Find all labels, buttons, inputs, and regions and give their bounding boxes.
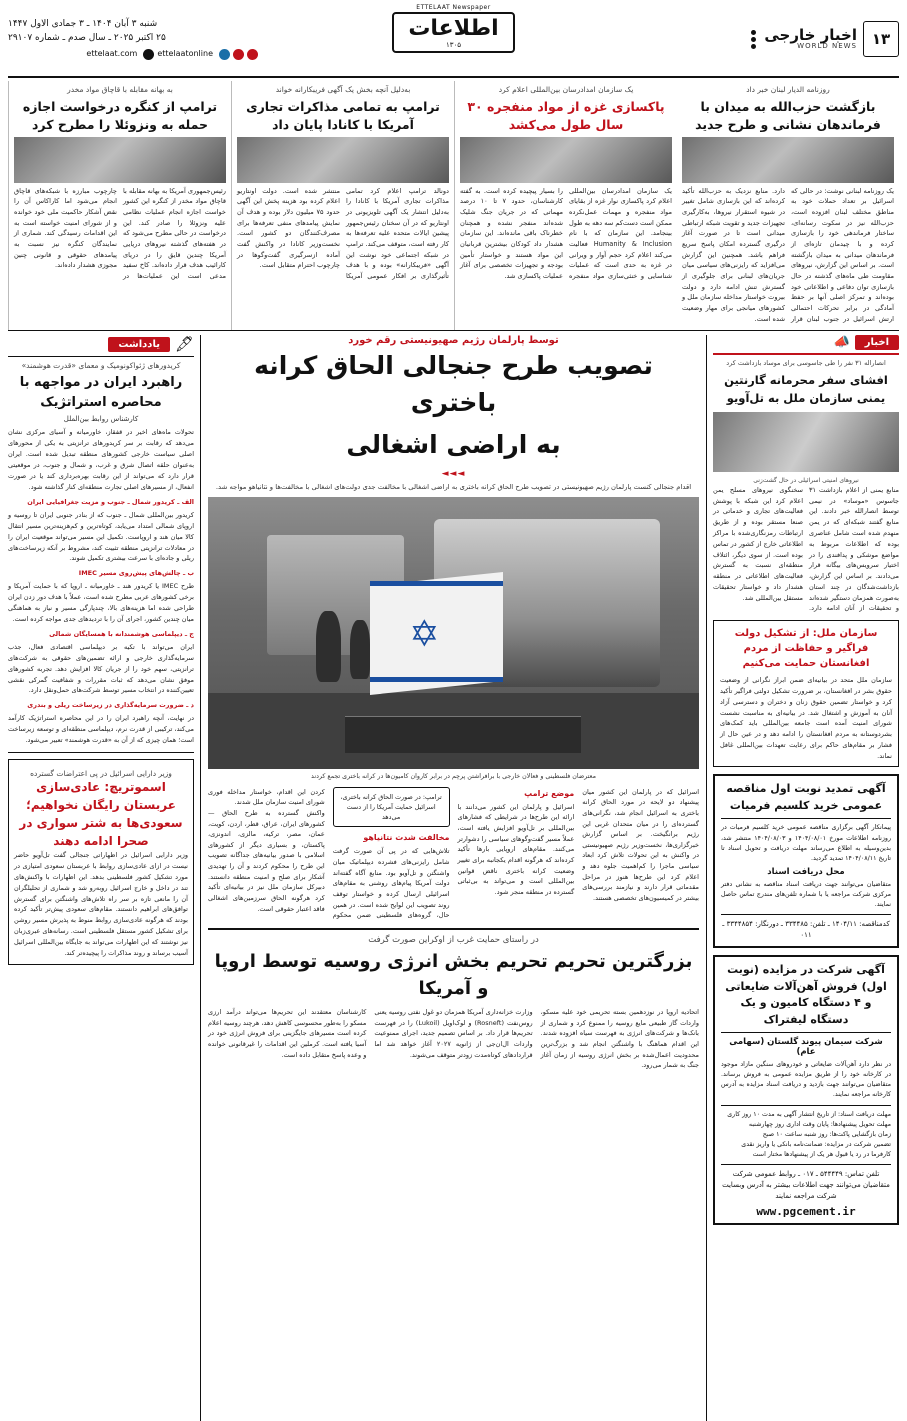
section-title-en: WORLD NEWS xyxy=(797,42,857,51)
main-lead: اقدام جنجالی کنست پارلمان رژیم صهیونیستی در تصویب طرح الحاق کرانه باختری به اراضی اشغالی با مخالفت جدی دولت‌های اشغالی با مخالفت‌ها و نتانیاهو مواجه شد. xyxy=(215,483,692,492)
ad-subheading: محل دریافت اسناد xyxy=(767,866,845,877)
headline[interactable]: پاکسازی غزه از مواد منفجره ۳۰ سال طول می‌کشد xyxy=(467,98,665,132)
news-photo xyxy=(460,137,672,183)
main-photo: ✡ xyxy=(208,497,699,769)
sidebar-headline[interactable]: افشای سفر محرمانه گارنتین یمنی سازمان ملل به تل‌آویو xyxy=(724,373,888,406)
body-text: دونالد ترامپ اعلام کرد تمامی مذاکرات تجاری آمریکا با کانادا را به‌دلیل انتشار یک آگهی تلویزیونی در اونتاریو که در آن سخنان رئیس‌جمهور پیشین ایالات متحده علیه تعرفه‌ها به کار رفته است، متوقف می‌کند. ترامپ در شبکه اجتماعی خود نوشت این آگهی «فریبکارانه» بوده و با هدف تأثیرگذاری بر افکار عمومی آمریکا منتشر شده است. دولت اونتاریو اعلام کرده بود هزینه پخش این آگهی حدود ۷۵ میلیون دلار بوده و هدف آن نمایش پیامدهای منفی تعرفه‌ها برای مصرف‌کنندگان دو کشور است. نخست‌وزیر کانادا در واکنش گفت آماده ازسرگیری گفت‌وگوها در چارچوب احترام متقابل است. xyxy=(237,186,449,281)
sub-story-body: وزیر دارایی اسرائیل در اظهاراتی جنجالی گفت تل‌آویو حاضر نیست در ازای عادی‌سازی روابط با عربستان سعودی امتیازی در مورد تشکیل کشور فلسطینی بدهد. این اظهارات با واکنش‌های تند در داخل و خارج اسرائیل روبه‌رو شد و شماری از تحلیلگران آن را مانعی تازه بر سر راه تلاش‌های واشنگتن برای گسترش توافق‌های ابراهیم دانستند. مقام‌های سعودی پیش‌تر تأکید کرده بودند که هرگونه عادی‌سازی روابط منوط به پذیرش مسیر روشن برای تشکیل کشور مستقل فلسطینی است. رسانه‌های عبری‌زبان نیز نوشتند که این اظهارات می‌تواند به جایگاه بین‌المللی اسرائیل آسیب برساند و روند مذاکرات را پیچیده‌تر کند. xyxy=(14,850,188,958)
main-body-columns xyxy=(208,787,699,921)
social-handle-2[interactable]: ettelaat.com xyxy=(86,49,138,58)
top-news-item[interactable] xyxy=(8,81,231,330)
ad-row: زمان بازگشایی پاکت‌ها: روز شنبه ساعت ۱۰ صبح xyxy=(762,1130,891,1138)
news-photo xyxy=(682,137,894,183)
sidebar-body: منابع یمنی از اعلام بازداشت ۳۱ جاسوس «موساد» در نیمی توسط انصارالله خبر دادند. این منابع گفتند شبکه‌ای که در یمن منهدم شده است شامل عناصری بوده که اطلاعات مربوط به مواضع موشکی و پدافندی را در اختیار سرویس‌های بیگانه قرار می‌دادند. بر اساس این گزارش، بازداشت‌شدگان در چند استان به‌صورت همزمان دستگیر شده‌اند و تحقیقات از آنان ادامه دارد. سخنگوی نیروهای مسلح یمن اعلام کرد این شبکه با پوشش فعالیت‌های تجاری و خدماتی در صنعا مستقر بوده و از طریق ارتباطات رمزنگاری‌شده با مراکز اطلاعاتی خارج از کشور در تماس بوده است. از سوی دیگر، ائتلاف منطقه‌ای نسبت به گسترش فعالیت‌های اطلاعاتی در منطقه هشدار داد و خواستار تحقیقات مستقل بین‌المللی شد. xyxy=(713,485,899,613)
top-news-item[interactable] xyxy=(231,81,454,330)
second-paragraph: وزارت خزانه‌داری آمریکا همزمان دو غول نفتی روسیه یعنی روس‌نفت (Rosneft) و لوک‌اویل (Lukoil) را در فهرست تحریم‌ها قرار داد. بر اساس تصمیم جدید، اجرای ممنوعیت واردات ال‌ان‌جی از ژانویه ۲۰۲۷ آغاز خواهد شد اما قراردادهای کوتاه‌مدت زودتر متوقف می‌شوند. xyxy=(374,1008,533,1059)
main-paragraph: واکنش گسترده به طرح الحاق — کشورهای ایران، عراق، قطر، اردن، کویت، عمان، مصر، ترکیه، مالزی، اندونزی، پاکستان، و بسیاری دیگر از کشورهای اسلامی با صدور بیانیه‌های جداگانه تصویب این طرح را محکوم کردند و آن را تهدیدی آشکار برای صلح و امنیت منطقه دانستند. دبیرکل سازمان ملل نیز در بیانیه‌ای تأکید کرد هرگونه الحاق سرزمین‌های اشغالی فاقد اعتبار حقوقی است. xyxy=(208,808,325,913)
opinion-body xyxy=(8,427,194,745)
opinion-kicker: کریدورهای ژئواکونومیک و معمای «قدرت هوشمند» xyxy=(21,361,181,371)
opinion-column xyxy=(8,335,201,1421)
ticker-text: انصاراله ۳۱ نفر را طی جاسوسی برای موساد بازداشت کرد xyxy=(726,359,886,368)
main-photo-caption: معترضان فلسطینی و فعالان خارجی با برافراشتن پرچم در برابر کاروان کامیون‌ها در کرانه باختری تجمع کردند xyxy=(311,773,596,781)
opinion-header xyxy=(8,335,194,357)
top-news-item[interactable] xyxy=(454,81,677,330)
classified-ad-auction[interactable] xyxy=(713,955,899,1225)
main-paragraph: اسرائیل که در پارلمان این کشور میان پیشنهاد دو لایحه در مورد الحاق کرانه باختری به اسرائیل انجام شد، نگرانی‌های گسترده‌ای را در میان متحدان غربی این رژیم برانگیخت. بر اساس گزارش خبرگزاری‌ها، نخست‌وزیر رژیم صهیونیستی در واکنش به این تحولات تلاش کرد ابعاد سیاسی ماجرا را کم‌اهمیت جلوه دهد و اعلام کرد این طرح‌ها هنوز در مراحل مقدماتی قرار دارند و نیازمند بررسی‌های بیشتر در کمیسیون‌های تخصصی هستند. xyxy=(582,787,699,903)
ad-web-note: متقاضیان می‌توانند جهت اطلاعات بیشتر به آدرس وبسایت شرکت مراجعه نمایند xyxy=(722,1181,890,1201)
ad-row: مهلت تحویل پیشنهادها: پایان وقت اداری روز چهارشنبه xyxy=(748,1120,891,1128)
opinion-badge[interactable]: یادداشت xyxy=(108,337,170,352)
un-statement-box[interactable] xyxy=(713,620,899,767)
top-news-item[interactable] xyxy=(677,81,899,330)
date-hijri-line: شنبه ۳ آبان ۱۴۰۴ ـ ۳ جمادی الاول ۱۴۴۷ xyxy=(8,19,158,29)
globe-icon[interactable] xyxy=(143,49,154,60)
kicker: به بهانه مقابله با قاچاق مواد مخدر xyxy=(67,85,173,94)
main-headline-line1[interactable]: تصویب طرح جنجالی الحاق کرانه باختری xyxy=(254,351,653,417)
main-headline-line2[interactable]: به اراضی اشغالی xyxy=(346,429,561,459)
pull-quote-box: ترامپ: در صورت الحاق کرانه باختری، اسرائیل حمایت آمریکا را از دست می‌دهد xyxy=(333,787,450,828)
ad-company-name: شرکت سیمان پیوند گلستان (سهامی عام) xyxy=(729,1037,883,1058)
box-body: سازمان ملل متحد در بیانیه‌ای ضمن ابراز نگرانی از وضعیت حقوق بشر در افغانستان، بر ضرورت تشکیل دولتی فراگیر تأکید کرد و خواستار تضمین حقوق زنان و دختران و دسترسی آزاد آنان به آموزش و اشتغال شد. در بیانیه‌ای به مناسبت نشست شورای امنیت آمده است جامعه بین‌المللی باید کمک‌های بشردوستانه به مردم افغانستان را ادامه دهد و در عین حال از فشار بر مقام‌های حاکم برای رعایت تعهدات بین‌المللی غافل نماند. xyxy=(720,676,892,760)
main-kicker: توسط پارلمان رژیم صهیونیستی رقم خورد xyxy=(348,335,559,347)
ad-footer: کدمناقصه: ۱۴۰۴/۱۱ ـ تلفن: ۳۳۴۴۸۵ ـ دورنگار: ۳۳۴۴۸۵۴ ـ ۰۱۱ xyxy=(722,919,890,940)
opinion-paragraph: کریدور بین‌المللی شمال ـ جنوب که از بنادر جنوبی ایران تا روسیه و اروپای شمالی امتداد می‌یابد، کوتاه‌ترین و کم‌هزینه‌ترین مسیر انتقال کالا میان هند و اروپاست. تکمیل این مسیر می‌تواند موقعیت ایران را در معادلات ترانزیتی منطقه تثبیت کند، مشروط بر آنکه زیرساخت‌های ریلی و جاده‌ای با سرعت بیشتری تکمیل شوند. xyxy=(8,510,194,563)
sidebar-header xyxy=(713,335,899,355)
kicker: به‌دلیل آنچه بخش یک آگهی فریبکارانه خواند xyxy=(275,85,411,94)
headline[interactable]: بازگشت حزب‌الله به میدان با فرماندهان نشانی و طرح جدید xyxy=(695,98,881,132)
logo-box xyxy=(392,12,514,53)
page-number-badge: ۱۳ xyxy=(863,21,899,57)
second-paragraph: کارشناسان معتقدند این تحریم‌ها می‌تواند درآمد ارزی مسکو را به‌طور محسوسی کاهش دهد، هرچند روسیه اعلام کرده است مسیرهای جایگزینی برای فروش انرژی خود در آسیا یافته است. کرملین این اقدامات را غیرقانونی خوانده و وعده پاسخ متقابل داده است. xyxy=(208,1008,367,1059)
ad-body: در نظر دارد آهن‌آلات ضایعاتی و خودروهای سنگین مازاد موجود در کارخانه خود را از طریق مزایده عمومی به فروش برساند. متقاضیان می‌توانند جهت بازدید و دریافت اسناد مزایده به آدرس کارخانه مراجعه نمایند. xyxy=(721,1061,891,1099)
paper-founded-year: ۱۳۰۵ xyxy=(445,41,462,49)
second-headline[interactable]: بزرگترین تحریم تحریم بخش انرژی روسیه توسط اروپا و آمریکا xyxy=(214,951,693,999)
section-title-fa: اخبار خارجی xyxy=(764,25,857,44)
main-subhead: مخالفت شدت نتانیاهو xyxy=(363,833,450,843)
kicker: یک سازمان امدادرسان بین‌المللی اعلام کرد xyxy=(498,85,634,94)
paper-name: اطلاعات xyxy=(408,16,499,41)
ad-row: مهلت دریافت اسناد: از تاریخ انتشار آگهی به مدت ۱۰ روز کاری xyxy=(727,1110,891,1118)
ad-row: کارفرما در رد یا قبول هر یک از پیشنهادها مختار است xyxy=(752,1150,891,1158)
opinion-byline: کارشناس روابط بین‌الملل xyxy=(63,415,139,424)
news-photo xyxy=(14,137,226,183)
telegram-icon[interactable] xyxy=(219,49,230,60)
right-sidebar xyxy=(706,335,899,1421)
masthead xyxy=(8,6,899,78)
social-links[interactable] xyxy=(8,48,258,60)
opinion-headline[interactable]: راهبرد ایران در مواجهه با محاصره استراتژیک xyxy=(19,375,183,410)
ad-footer: تلفن تماس: ۵۴۴۴۴۹ ـ ۰۱۷ ـ روابط عمومی شرکت xyxy=(732,1169,880,1178)
instagram-icon[interactable] xyxy=(247,49,258,60)
classified-ad-tender[interactable] xyxy=(713,774,899,948)
ad-title: آگهی شرکت در مزایده (نوبت اول) فروش آهن‌آلات ضایعاتی و ۴ دستگاه کامیون و یک دستگاه لیفتراک xyxy=(725,963,887,1026)
masthead-logo xyxy=(329,4,579,53)
top-news-strip xyxy=(8,81,899,331)
box-title: سازمان ملل: از تشکیل دولت فراگیر و حفاظت از مردم افغانستان حمایت می‌کنیم xyxy=(734,628,878,670)
main-subhead: موضع ترامپ xyxy=(524,788,575,798)
opinion-paragraph: در نهایت، آنچه راهبرد ایران را در این محاصره استراتژیک کارآمد می‌کند، ترکیبی از قدرت نرم، دیپلماسی منطقه‌ای و توسعه زیرساخت است؛ همان چیزی که از آن به «قدرت هوشمند» تعبیر می‌شود. xyxy=(8,714,194,745)
pen-icon: 🖋 xyxy=(174,335,194,354)
second-paragraph: اتحادیه اروپا در نوزدهمین بسته تحریمی خود علیه مسکو، واردات گاز طبیعی مایع روسیه را ممنوع کرد و شماری از بانک‌ها و شرکت‌های انرژی به فهرست سیاه افزوده شدند. این اقدام هماهنگ با واشنگتن انجام شد و بزرگ‌ترین محدودیت اعمال‌شده بر بخش انرژی روسیه از زمان آغاز جنگ به شمار می‌رود. xyxy=(540,1008,699,1070)
masthead-dateline xyxy=(8,18,258,60)
second-kicker: در راستای حمایت غرب از اوکراین صورت گرفت xyxy=(368,935,539,945)
main-grid xyxy=(8,335,899,1421)
opinion-paragraph: ایران می‌تواند با تکیه بر دیپلماسی اقتصادی فعال، جذب سرمایه‌گذاری خارجی و ارائه تضمین‌های حقوقی به شرکت‌های ترانزیتی، سهم خود را از جریان کالا افزایش دهد. تجربه کشورهای موفق نشان می‌دهد که ثبات مقررات و شفافیت گمرکی نقشی تعیین‌کننده در انتخاب مسیر توسط شرکت‌های حمل‌ونقل دارد. xyxy=(8,642,194,695)
sub-story-box[interactable] xyxy=(8,759,194,965)
twitter-icon[interactable] xyxy=(233,49,244,60)
body-text: یک روزنامه لبنانی نوشت: در حالی که اسرائیل بر تعداد حملات خود به مناطق مختلف لبنان افزوده است، حزب‌الله نیز در سکوت رسانه‌ای، ساختار فرماندهی خود را بازسازی کرده و با چیدمان تازه‌ای از فرماندهان میدانی به میدان بازگشته است. بر اساس این گزارش، نیروهای مقاومت طی ماه‌های گذشته در حال بازسازی توان دفاعی و اطلاعاتی خود بوده‌اند و تمرکز اصلی آنها بر حفظ آمادگی در برابر تحرکات احتمالی ارتش اسرائیل در جنوب لبنان قرار دارد. منابع نزدیک به حزب‌الله تأکید کرده‌اند که این بازسازی شامل تغییر در شیوه استقرار نیروها، به‌کارگیری تجهیزات جدید و تقویت شبکه ارتباطی میدانی است تا در صورت آغاز درگیری گسترده امکان پاسخ سریع فراهم باشد. همچنین این گزارش می‌افزاید که رایزنی‌های سیاسی میان جریان‌های لبنانی برای جلوگیری از گسترش تنش ادامه دارد و دولت بیروت خواستار مداخله سازمان ملل و کشورهای میانجی برای مهار وضعیت شده است. xyxy=(682,186,894,323)
sidebar-photo xyxy=(713,412,899,472)
ad-title: آگهی تمدید نوبت اول مناقصه عمومی خرید کلسیم فرمیات xyxy=(726,782,886,812)
ad-row: تضمین شرکت در مزایده: ضمانت‌نامه بانکی یا واریز نقدی xyxy=(741,1140,891,1148)
ad-body: پیمانکار آگهی برگزاری مناقصه عمومی خرید کلسیم فرمیات در روزنامه اطلاعات مورخ ۱۴۰۴/۰۸/۰۱ و ۱۴۰۴/۰۸/۰۳ منتشر شد، بدین‌وسیله به اطلاع می‌رساند مهلت دریافت و تحویل اسناد تا تاریخ ۱۴۰۴/۰۸/۱۱ تمدید گردید. xyxy=(721,824,891,862)
body-text: یک سازمان امدادرسان بین‌المللی اعلام کرد پاکسازی نوار غزه از بقایای مواد منفجره و مهمات عمل‌نکرده ممکن است دست‌کم سه دهه به طول بینجامد. این سازمان که با نام Humanity & Inclusion فعالیت می‌کند اعلام کرد حجم آوار و ویرانی در غزه به حدی است که عملیات شناسایی و خنثی‌سازی مواد منفجره را بسیار پیچیده کرده است. به گفته کارشناسان، حدود ۷ تا ۱۰ درصد مهماتی که در جریان جنگ شلیک شده‌اند منفجر نشده و همچنان خطرناک باقی مانده‌اند. این سازمان هشدار داد کودکان بیشترین قربانیان این مواد هستند و خواستار تأمین بودجه و تجهیزات تخصصی برای آغاز عملیات پاکسازی شد. xyxy=(460,186,672,281)
main-article-column xyxy=(201,335,706,1421)
main-paragraph: اسرائیل و پارلمان این کشور می‌دانند با ارائه این طرح‌ها در شرایطی که فشارهای بین‌المللی بر تل‌آویو افزایش یافته است، عملاً مسیر گفت‌وگوهای سیاسی را دشوارتر می‌کنند. مقام‌های اروپایی بارها تأکید کرده‌اند که هرگونه اقدام یکجانبه برای تغییر وضعیت کرانه باختری ناقض قوانین بین‌المللی است و می‌تواند به بی‌ثباتی گسترده در منطقه منجر شود. xyxy=(457,802,575,896)
opinion-subhead: د ـ ضرورت سرمایه‌گذاری در زیرساخت ریلی و بندری xyxy=(27,701,194,710)
opinion-subhead: ج ـ دیپلماسی هوشمندانه با همسایگان شمالی xyxy=(49,629,194,638)
masthead-section xyxy=(719,21,899,57)
opinion-intro: تحولات ماه‌های اخیر در قفقاز، خاورمیانه و آسیای مرکزی نشان می‌دهد که رقابت بر سر کریدورهای ترانزیتی به یکی از محورهای اصلی سیاست خارجی کشورهای منطقه تبدیل شده است. ایران به‌عنوان حلقه اتصال شرق و غرب، و شمال و جنوب، در موقعیتی قرار دارد که می‌تواند از این رقابت بهره‌برداری کند یا در صورت انفعال، از مسیرهای اصلی تجارت منطقه‌ای کنار گذاشته شود. xyxy=(8,428,194,492)
second-body-columns xyxy=(208,1007,699,1071)
news-badge[interactable]: اخبار xyxy=(855,335,899,350)
date-gregorian-line: ۲۵ اکتبر ۲۰۲۵ ـ سال صدم ـ شماره ۲۹۱۰۷ xyxy=(8,32,166,43)
masthead-ribbon-en: ETTELAAT Newspaper xyxy=(416,4,491,11)
sub-story-headline[interactable]: اسموتریچ: عادی‌سازی عربستان رایگان نخواهیم؛ سعودی‌ها به شتر سواری در صحرا ادامه دهند xyxy=(19,779,183,848)
ad-website-url[interactable]: www.pgcement.ir xyxy=(756,1205,856,1219)
megaphone-icon: 📣 xyxy=(833,335,850,351)
kicker: روزنامه الدیار لبنان خبر داد xyxy=(746,85,830,94)
sub-story-kicker: وزیر دارایی اسرائیل در پی اعتراضات گسترده xyxy=(30,768,172,778)
news-photo xyxy=(237,137,449,183)
opinion-subhead: ب ـ چالش‌های پیش‌روی مسیر IMEC xyxy=(78,569,194,578)
main-paragraph: تلاش‌هایی که در پی آن صورت گرفت شامل رایزنی‌های فشرده دیپلماتیک میان واشنگتن و تل‌آویو بود. منابع آگاه گفته‌اند دولت آمریکا پیام‌های روشنی به مقام‌های اسرائیلی ارسال کرده و خواستار توقف روند تصویب این لوایح شده است. در همین حال، گروه‌های فلسطینی ضمن محکوم کردن این اقدام، خواستار مداخله فوری شورای امنیت سازمان ملل شدند. xyxy=(208,787,450,920)
social-handle-1[interactable]: ettelaatonline xyxy=(157,49,213,58)
arrow-decoration-icon: ◄◄◄ xyxy=(441,469,466,480)
opinion-subhead: الف ـ کریدور شمال ـ جنوب و مزیت جغرافیایی ایران xyxy=(27,497,194,506)
photo-caption: نیروهای امنیتی اسرائیلی در حال گشت‌زنی xyxy=(753,476,859,484)
decorative-dots xyxy=(751,30,756,49)
headline[interactable]: ترامپ به تمامی مذاکرات تجاری آمریکا با کانادا پایان داد xyxy=(246,98,440,132)
body-text: رئیس‌جمهوری آمریکا به بهانه مقابله با قاچاق مواد مخدر از کنگره این کشور خواست اجازه انجام عملیات نظامی علیه ونزوئلا را صادر کند. این درخواست در حالی مطرح می‌شود که در هفته‌های گذشته نیروهای دریایی آمریکا چندین قایق را در دریای کارائیب هدف قرار داده‌اند. کاخ سفید مدعی است این عملیات‌ها در چارچوب مبارزه با شبکه‌های قاچاق انجام می‌شود اما کاراکاس آن را نقض آشکار حاکمیت ملی خود خوانده و از شورای امنیت خواسته است به این اقدامات رسیدگی کند. شماری از نمایندگان کنگره نیز نسبت به پیامدهای حقوقی و قانونی چنین مجوزی هشدار داده‌اند. xyxy=(14,186,226,281)
ad-body-2: متقاضیان می‌توانند جهت دریافت اسناد مناقصه به نشانی دفتر مرکزی شرکت مراجعه یا با شماره تلفن‌های مندرج تماس حاصل نمایند. xyxy=(721,880,891,908)
opinion-paragraph: طرح IMEC یا کریدور هند ـ خاورمیانه ـ اروپا که با حمایت آمریکا و برخی کشورهای عربی مطرح شده است، عملاً با هدف دور زدن ایران طراحی شده اما هزینه‌های بالا، چندپارگی مسیر و نیاز به هماهنگی میان چندین کشور، اجرای آن را با تردیدهای جدی مواجه کرده است. xyxy=(8,582,194,623)
headline[interactable]: ترامپ از کنگره درخواست اجازه حمله به ونزوئلا را مطرح کرد xyxy=(22,98,218,132)
